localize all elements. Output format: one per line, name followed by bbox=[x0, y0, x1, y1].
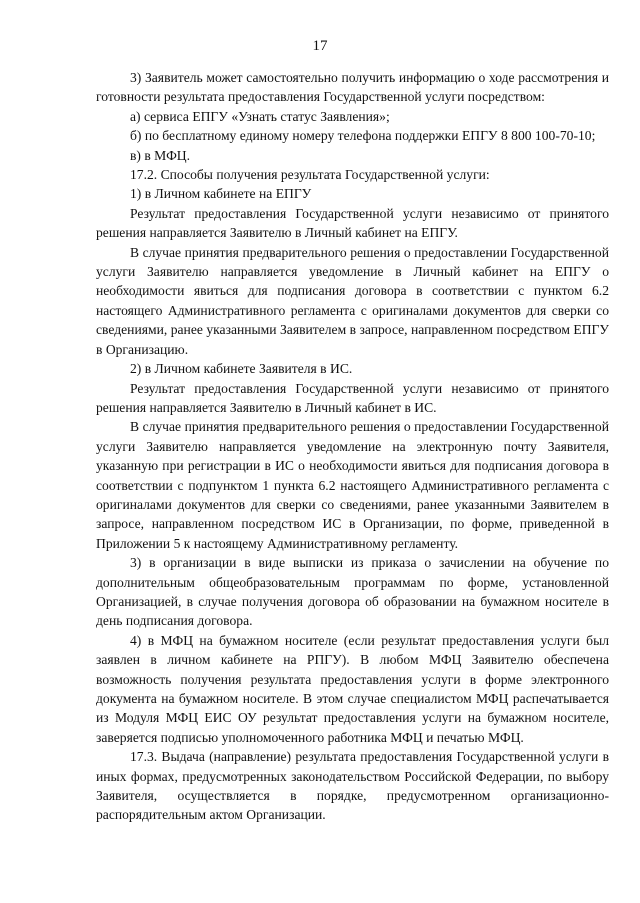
paragraph-organization-extract: 3) в организации в виде выписки из приказа о зачислении на обучение по дополнительным общеобразовательным программам по форме, установленной Организацией, в случае получения договора об образовании на бумажном носителе в день подписания договора. bbox=[96, 555, 609, 629]
paragraph-status-info: 3) Заявитель может самостоятельно получить информацию о ходе рассмотрения и готовности результата предоставления Государственной услуги посредством: bbox=[96, 70, 609, 105]
paragraph-epgu-service: а) сервиса ЕПГУ «Узнать статус Заявления»; bbox=[130, 108, 390, 124]
paragraph-epgu-preliminary: В случае принятия предварительного решения о предоставлении Государственной услуги Заявителю направляется уведомление в Личный кабинет на ЕПГУ о необходимости явиться для подписания договора в соответствии с пунктом 6.2 настоящего Административного регламента с оригиналами документов для сверки со сведениями, ранее указанными Заявителем в запросе, направленном посредством ЕПГУ в Организацию. bbox=[96, 244, 609, 357]
page-number: 17 bbox=[312, 38, 328, 54]
paragraph-17-3: 17.3. Выдача (направление) результата предоставления Государственной услуги в иных формах, предусмотренных законодательством Российской Федерации, по выбору Заявителя, осуществляется в порядке, предусмотренном организационно-распорядительным актом Организации. bbox=[96, 749, 609, 823]
paragraph-mfc: в) в МФЦ. bbox=[130, 147, 191, 163]
paragraph-epgu-result: Результат предоставления Государственной услуги независимо от принятого решения направляется Заявителю в Личный кабинет на ЕПГУ. bbox=[96, 205, 609, 241]
paragraph-epgu-cabinet: 1) в Личном кабинете на ЕПГУ bbox=[130, 186, 312, 202]
paragraph-phone-support: б) по бесплатному единому номеру телефона поддержки ЕПГУ 8 800 100-70-10; bbox=[130, 128, 596, 144]
paragraph-is-preliminary: В случае принятия предварительного решения о предоставлении Государственной услуги Заявителю направляется уведомление на электронную почту Заявителя, указанную при регистрации в ИС о необходимости явиться для подписания договора в соответствии с подпунктом 1 пункта 6.2 настоящего Административного регламента с оригиналами документов для сверки со сведениями, ранее указанными Заявителем в запросе, направленном посредством ИС в Организации, по форме, приведенной в Приложении 5 к настоящему Административному регламенту. bbox=[96, 419, 609, 551]
paragraph-is-result: Результат предоставления Государственной услуги независимо от принятого решения направляется Заявителю в Личный кабинет в ИС. bbox=[96, 380, 609, 415]
paragraph-17-2-heading: 17.2. Способы получения результата Государственной услуги: bbox=[130, 167, 490, 183]
paragraph-mfc-paper: 4) в МФЦ на бумажном носителе (если результат предоставления услуги был заявлен в личном кабинете на РПГУ). В любом МФЦ Заявителю обеспечена возможность получения результата предоставления услуги в форме электронного документа на бумажном носителе. В этом случае специалистом МФЦ распечатывается из Модуля МФЦ ЕИС ОУ результат предоставления услуги на бумажном носителе, заверяется подписью уполномоченного работника МФЦ и печатью МФЦ. bbox=[96, 632, 609, 745]
paragraph-is-cabinet: 2) в Личном кабинете Заявителя в ИС. bbox=[130, 361, 353, 377]
document-body bbox=[96, 68, 609, 825]
